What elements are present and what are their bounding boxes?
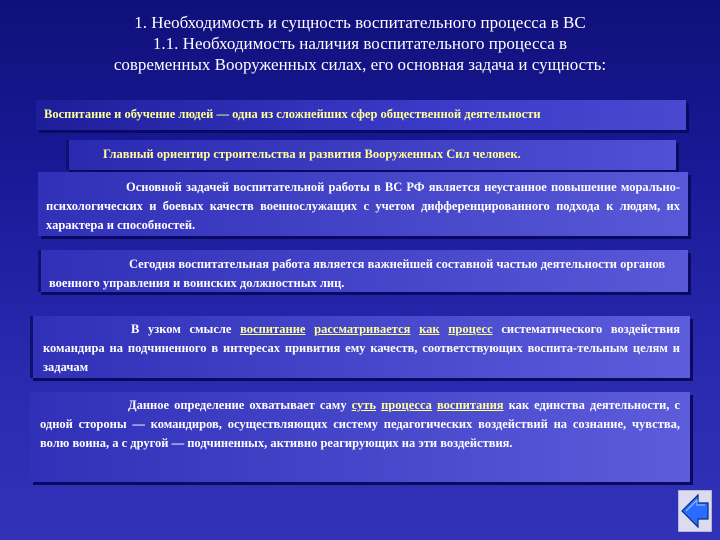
text-block-1-content: Воспитание и обучение людей — одна из сложнейших сфер общественной деятельности (44, 107, 541, 121)
text-block-3 (38, 172, 688, 236)
block5-link-kak[interactable]: как (419, 322, 440, 336)
block6-rest: как единства деятельности, с одной стороны — командиров, осуществляющих систему педагогических воздействий на сознание, чувства, волю воина, а с другой — подчиненных, активно реагирующих на эти воздействия. (40, 398, 681, 450)
title-line-2: 1.1. Необходимость наличия воспитательного процесса в (152, 34, 568, 53)
page-title (20, 12, 700, 75)
block6-prefix: Данное определение охватывает саму (128, 398, 347, 412)
text-block-3-content: Основной задачей воспитательной работы в ВС РФ является неустанное повышение морально-психологических и боевых качеств военнослужащих с учетом дифференцированного подхода к людям, их характера и способностей. (46, 180, 680, 232)
text-block-1 (36, 100, 686, 130)
block5-link-process[interactable]: процесс (448, 322, 493, 336)
text-block-4 (38, 250, 688, 292)
block6-link-sut[interactable]: суть (351, 398, 377, 412)
text-block-5 (30, 316, 690, 378)
back-arrow-icon (678, 490, 712, 532)
title-line-1: 1. Необходимость и сущность воспитательного процесса в ВС (134, 13, 586, 32)
title-line-3: современных Вооруженных силах, его основная задача и сущность: (113, 55, 607, 74)
text-block-2-content: Главный ориентир строительства и развития Вооруженных Сил человек. (103, 147, 521, 161)
text-block-4-content: Сегодня воспитательная работа является важнейшей составной частью деятельности органов военного управления и воинских должностных лиц. (49, 257, 666, 290)
text-block-6 (30, 392, 690, 482)
block6-link-processa[interactable]: процесса (381, 398, 432, 412)
block5-prefix: В узком смысле (131, 322, 232, 336)
block5-link-vospitanie[interactable]: воспитание (240, 322, 306, 336)
back-button[interactable] (678, 490, 712, 532)
block6-link-vospitaniya[interactable]: воспитания (436, 398, 504, 412)
block5-rest: систематического воздействия командира на подчиненного в интересах привития ему качеств, соответствующих воспита-тельным целям и задачам (43, 322, 681, 374)
text-block-2 (66, 140, 676, 170)
block5-link-rassmatrivaetsya[interactable]: рассматривается (314, 322, 411, 336)
